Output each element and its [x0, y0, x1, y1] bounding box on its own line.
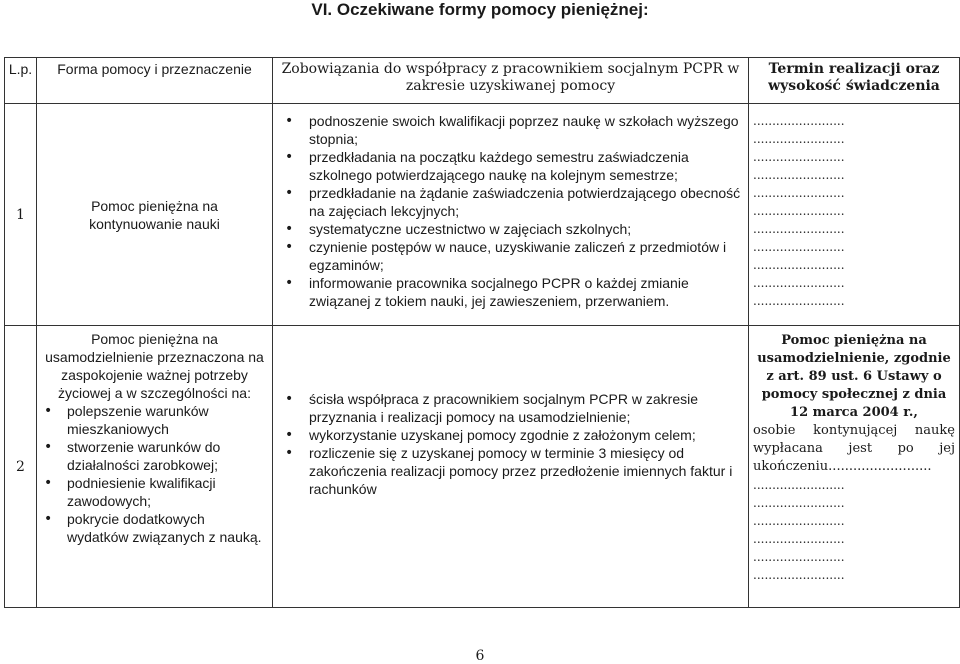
term-dotted-lines	[753, 476, 955, 584]
dotted-line: ........................	[753, 258, 845, 272]
dotted-line: ........................	[753, 132, 845, 146]
dotted-line: ........................	[753, 478, 845, 492]
form-items-list	[41, 402, 268, 546]
dotted-line: ........................	[753, 240, 845, 254]
obligations-cell	[273, 326, 749, 608]
dotted-line: ........................	[753, 568, 845, 582]
page-number: 6	[475, 648, 485, 664]
dotted-line: ........................	[753, 550, 845, 564]
dotted-line: ........................	[753, 294, 845, 308]
obligations-list	[273, 390, 748, 498]
form-lead: Pomoc pieniężna na usamodzielnienie przeznaczona na zaspokojenie ważnej potrzeby życiowej a w szczególności na:	[45, 331, 264, 401]
form-description-cell	[37, 326, 273, 608]
list-item: • przedkładanie na żądanie zaświadczenia potwierdzającego obecność na zajęciach lekcyjnych;	[277, 184, 744, 220]
table-header-row	[5, 58, 960, 104]
obligations-header-text: Zobowiązania do współpracy z pracownikiem socjalnym PCPR w zakresie uzyskiwanej pomocy	[281, 61, 740, 94]
list-item: • pokrycie dodatkowych wydatków związanych z nauką.	[41, 510, 268, 546]
list-item: • stworzenie warunków do działalności zarobkowej;	[41, 438, 268, 474]
row-number: 1	[5, 104, 37, 326]
list-item: • wykorzystanie uzyskanej pomocy zgodnie z założonym celem;	[277, 426, 744, 444]
dotted-line: ........................	[753, 496, 845, 510]
term-cell	[749, 104, 960, 326]
column-header-form: Forma pomocy i przeznaczenie	[37, 58, 273, 104]
list-item: • podniesienie kwalifikacji zawodowych;	[41, 474, 268, 510]
column-header-term: Termin realizacji oraz wysokość świadczenia	[749, 58, 960, 104]
obligations-cell	[273, 104, 749, 326]
table-row	[5, 326, 960, 608]
dotted-line: ........................	[753, 532, 845, 546]
list-item: • rozliczenie się z uzyskanej pomocy w terminie 3 miesięcy od zakończenia realizacji pomocy przez przedłożenie imiennych faktur i rachunków	[277, 444, 744, 498]
list-item: • systematyczne uczestnictwo w zajęciach szkolnych;	[277, 220, 744, 238]
column-header-obligations	[273, 58, 749, 104]
dotted-line: ........................	[753, 114, 845, 128]
dotted-line: ........................	[753, 150, 845, 164]
dotted-line: ........................	[753, 168, 845, 182]
dotted-line: ........................	[753, 204, 845, 218]
list-item: • podnoszenie swoich kwalifikacji poprzez naukę w szkołach wyższego stopnia;	[277, 112, 744, 148]
column-header-lp: L.p.	[5, 58, 37, 104]
term-payout-note: osobie kontynującej naukę wypłacana jest po jej ukończeniu.........................	[753, 423, 955, 474]
dotted-line: ........................	[753, 514, 845, 528]
list-item: • informowanie pracownika socjalnego PCPR o każdej zmianie związanej z tokiem nauki, jej zawieszeniem, przerwaniem.	[277, 274, 744, 310]
form-name: Pomoc pieniężna na kontynuowanie nauki	[37, 104, 273, 326]
term-legal-basis: Pomoc pieniężna na usamodzielnienie, zgodnie z art. 89 ust. 6 Ustawy o pomocy społecznej z dnia 12 marca 2004 r.,	[757, 333, 951, 420]
list-item: • czynienie postępów w nauce, uzyskiwanie zaliczeń z przedmiotów i egzaminów;	[277, 238, 744, 274]
row-number: 2	[5, 326, 37, 608]
term-dotted-lines	[753, 112, 955, 310]
page-title: VI. Oczekiwane formy pomocy pieniężnej:	[311, 0, 649, 19]
list-item: • polepszenie warunków mieszkaniowych	[41, 402, 268, 438]
list-item: • przedkładania na początku każdego semestru zaświadczenia szkolnego potwierdzającego naukę na kolejnym semestrze;	[277, 148, 744, 184]
dotted-line: ........................	[753, 222, 845, 236]
term-cell	[749, 326, 960, 608]
aid-forms-table	[4, 57, 960, 608]
dotted-line: ........................	[753, 186, 845, 200]
list-item: • ścisła współpraca z pracownikiem socjalnym PCPR w zakresie przyznania i realizacji pomocy na usamodzielnienie;	[277, 390, 744, 426]
table-row	[5, 104, 960, 326]
dotted-line: ........................	[753, 276, 845, 290]
obligations-list	[273, 112, 748, 310]
